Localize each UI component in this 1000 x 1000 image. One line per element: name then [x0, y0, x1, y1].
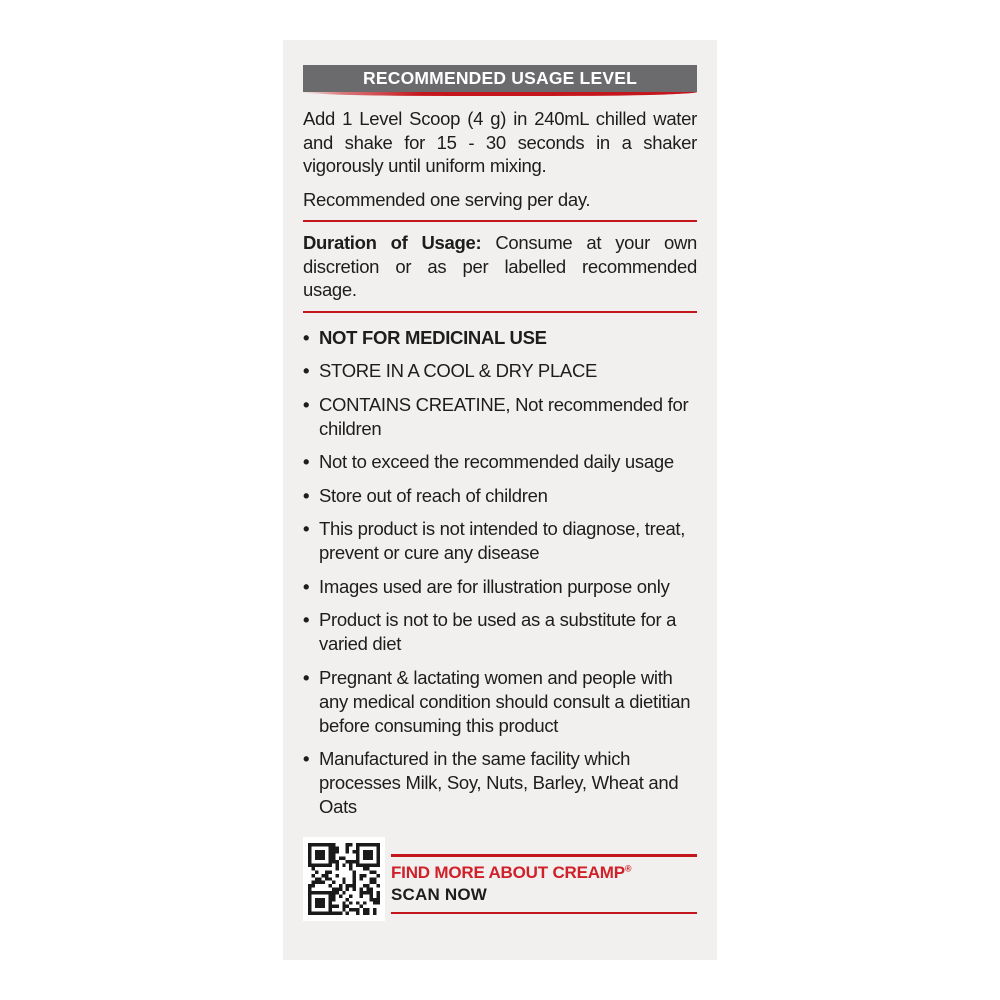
- section-header-bar: [303, 65, 697, 92]
- qr-rule-top: [391, 854, 697, 857]
- qr-subtitle: SCAN NOW: [391, 884, 488, 904]
- registered-mark: ®: [624, 862, 632, 873]
- product-label-panel: [283, 40, 717, 960]
- warning-item: • Product is not to be used as a substitute for a varied diet: [303, 608, 697, 656]
- warning-item: • STORE IN A COOL & DRY PLACE: [303, 359, 697, 383]
- warning-item: • NOT FOR MEDICINAL USE: [303, 326, 697, 350]
- qr-rule-bottom: [391, 912, 697, 915]
- divider-line-bottom: [303, 311, 697, 313]
- warnings-list: [303, 326, 697, 820]
- warning-item: • Store out of reach of children: [303, 484, 697, 508]
- warning-item: • Manufactured in the same facility which processes Milk, Soy, Nuts, Barley, Wheat and Oats: [303, 747, 697, 819]
- warning-item: • CONTAINS CREATINE, Not recommended for children: [303, 393, 697, 441]
- warning-item: • Images used are for illustration purpose only: [303, 575, 697, 599]
- warning-item: • Not to exceed the recommended daily usage: [303, 450, 697, 474]
- duration-text: Consume at your own discretion or as per labelled recommended usage.: [303, 232, 697, 300]
- qr-code: [303, 837, 385, 921]
- qr-section: [303, 837, 697, 921]
- warning-item: • Pregnant & lactating women and people with any medical condition should consult a dietitian before consuming this product: [303, 666, 697, 738]
- section-header-title: RECOMMENDED USAGE LEVEL: [363, 68, 637, 88]
- qr-text-block: [391, 837, 697, 914]
- duration-of-usage-paragraph: [303, 231, 697, 302]
- warning-item: • This product is not intended to diagnose, treat, prevent or cure any disease: [303, 517, 697, 565]
- header-accent-line: [303, 92, 697, 96]
- duration-label: Duration of Usage:: [303, 232, 482, 253]
- usage-instructions-paragraph: Add 1 Level Scoop (4 g) in 240mL chilled water and shake for 15 - 30 seconds in a shaker vigorously until uniform mixing.: [303, 108, 697, 176]
- serving-recommendation: Recommended one serving per day.: [303, 188, 591, 210]
- divider-line-top: [303, 220, 697, 222]
- qr-title: FIND MORE ABOUT CREAMP®: [391, 862, 632, 882]
